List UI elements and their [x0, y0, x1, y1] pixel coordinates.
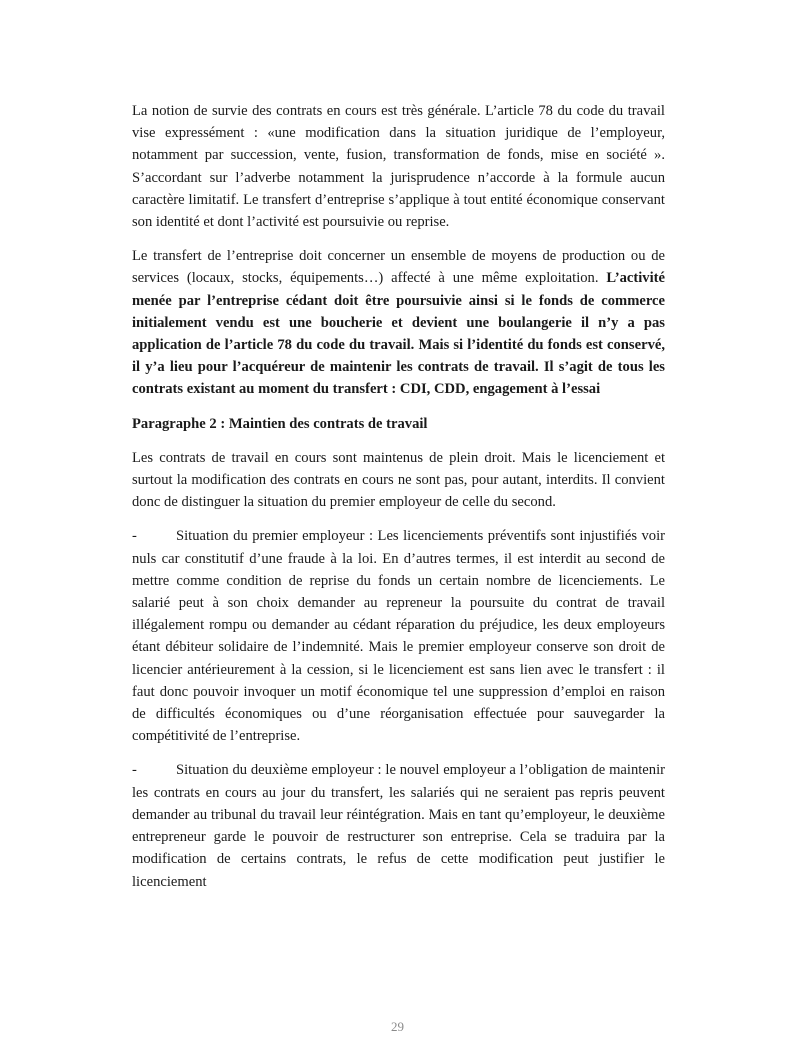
bullet-premier-employeur-text: Situation du premier employeur : Les licenciements préventifs sont injustifiés voir nuls car constitutif d’une fraude à la loi. En d’autres termes, il est interdit au second de mettre comme condition de reprise du fonds un certain nombre de licenciements. Le salarié peut à son choix demander au repreneur la poursuite du contrat de travail illégalement rompu ou demander au cédant réparation du préjudice, les deux employeurs étant débiteur solidaire de l’indemnité. Mais le premier employeur conserve son droit de licencier antérieurement à la cession, si le licenciement est sans lien avec le transfert : il faut donc pouvoir invoquer un motif économique tel une suppression d’emploi en raison de difficultés économiques ou d’une réorganisation effectuée pour sauvegarder la compétitivité de l’entreprise.: [132, 528, 665, 745]
bullet-premier-employeur: [132, 525, 665, 747]
paragraph-transfert-entreprise: [132, 245, 665, 400]
page-number: 29: [391, 1019, 404, 1034]
paragraph-transfert-bold-text: L’activité menée par l’entreprise cédant doit être poursuivie ainsi si le fonds de commerce initialement vendu est une boucherie et devient une boulangerie il n’y a pas application de l’article 78 du code du travail. Mais si l’identité du fonds est conservé, il y’a lieu pour l’acquéreur de maintenir les contrats de travail. Il s’agit de tous les contrats existant au moment du transfert : CDI, CDD, engagement à l’essai: [132, 270, 665, 398]
bullet-dash: -: [132, 528, 137, 545]
paragraph-survie-contrats: La notion de survie des contrats en cours est très générale. L’article 78 du code du travail vise expressément : «une modification dans la situation juridique de l’employeur, notamment par succession, vente, fusion, transformation de fonds, mise en société ». S’accordant sur l’adverbe notamment la jurisprudence n’accorde à la formule aucun caractère limitatif. Le transfert d’entreprise s’applique à tout entité économique conservant son identité et dont l’activité est poursuivie ou reprise.: [132, 103, 665, 231]
bullet-deuxieme-employeur: [132, 759, 665, 892]
document-page: [132, 100, 665, 905]
bullet-dash: -: [132, 762, 137, 779]
section-heading: Paragraphe 2 : Maintien des contrats de travail: [132, 415, 428, 432]
bullet-deuxieme-employeur-text: Situation du deuxième employeur : le nouvel employeur a l’obligation de maintenir les contrats en cours au jour du transfert, les salariés qui ne seraient pas repris peuvent demander au tribunal du travail leur réintégration. Mais en tant qu’employeur, le deuxième entrepreneur garde le pouvoir de restructurer son entreprise. Cela se traduira par la modification de certains contrats, le refus de cette modification peut justifier le licenciement: [132, 762, 665, 890]
paragraph-maintien-contrats: Les contrats de travail en cours sont maintenus de plein droit. Mais le licenciement et surtout la modification des contrats en cours ne sont pas, pour autant, interdits. Il convient donc de distinguer la situation du premier employeur de celle du second.: [132, 449, 665, 511]
paragraph-transfert-normal-text: Le transfert de l’entreprise doit concerner un ensemble de moyens de production ou de services (locaux, stocks, équipements…) affecté à une même exploitation.: [132, 248, 665, 287]
